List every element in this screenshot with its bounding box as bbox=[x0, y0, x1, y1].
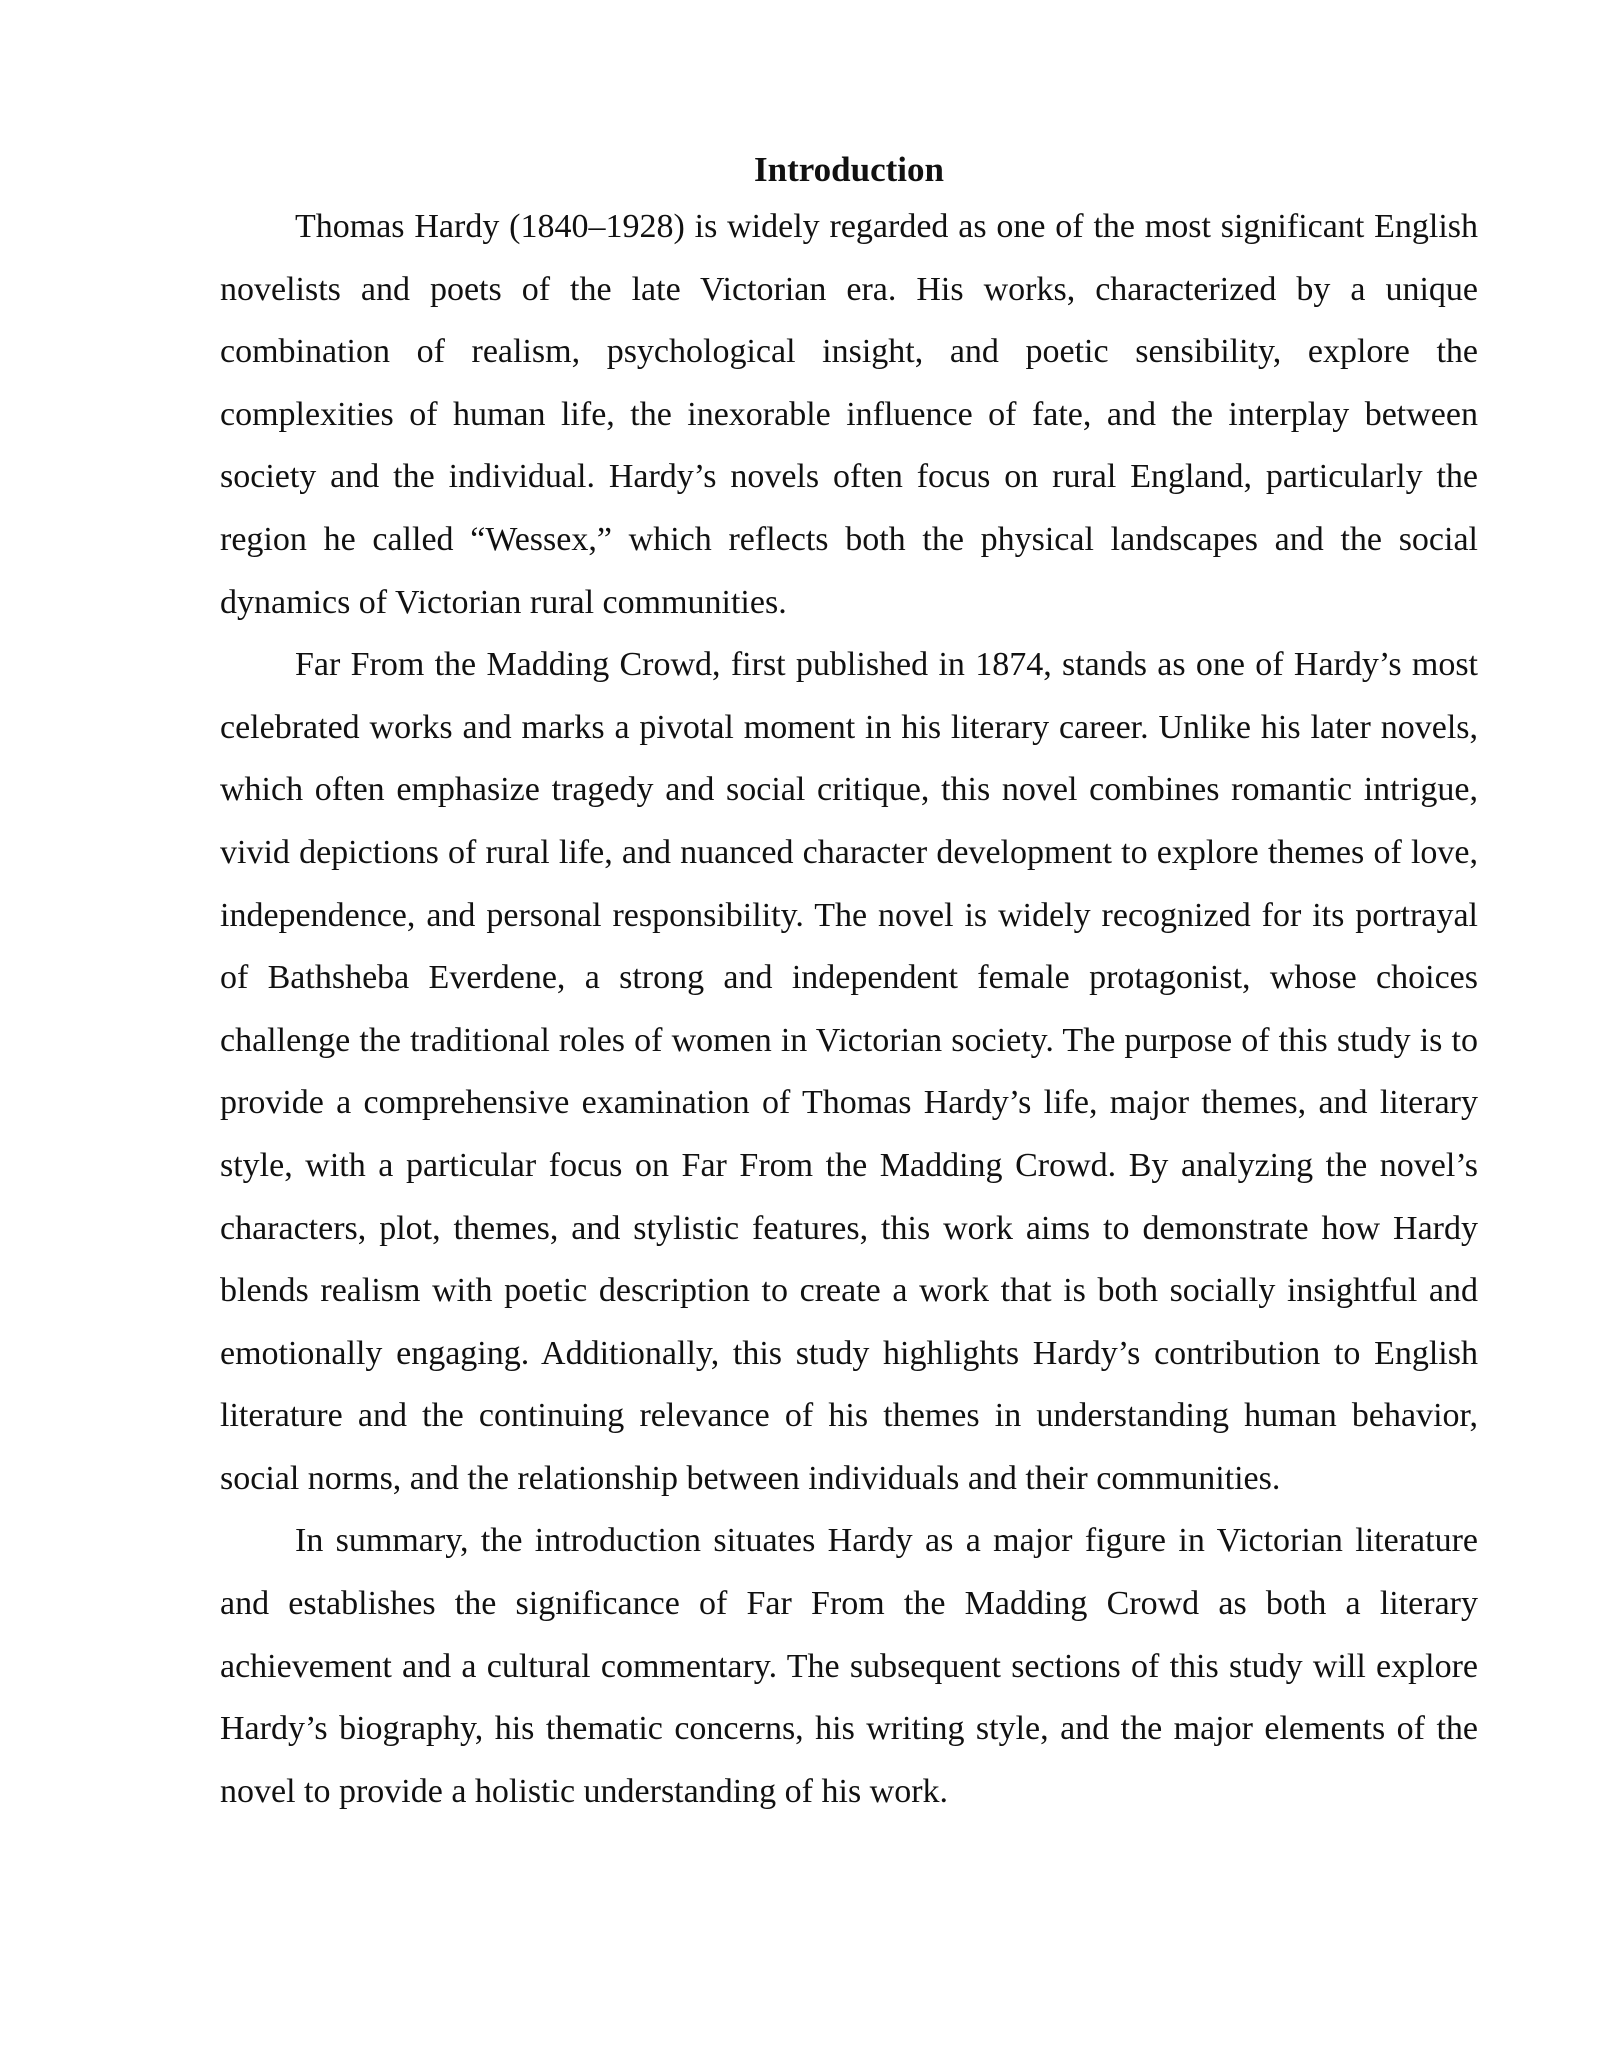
paragraph-summary: In summary, the introduction situates Hardy as a major figure in Victorian literature and establishes the significance of Far From the Madding Crowd as both a literary achievement and a cultural commentary. The subsequent sections of this study will explore Hardy’s biography, his thematic concerns, his writing style, and the major elements of the novel to provide a holistic understanding of his work. bbox=[220, 1522, 1478, 1810]
section-heading: Introduction bbox=[754, 150, 944, 189]
document-body bbox=[220, 144, 1478, 1823]
paragraph-hardy-overview: Thomas Hardy (1840–1928) is widely regarded as one of the most significant English novelists and poets of the late Victorian era. His works, characterized by a unique combination of realism, psychological insight, and poetic sensibility, explore the complexities of human life, the inexorable influence of fate, and the interplay between society and the individual. Hardy’s novels often focus on rural England, particularly the region he called “Wessex,” which reflects both the physical landscapes and the social dynamics of Victorian rural communities. bbox=[220, 208, 1478, 621]
paragraph-madding-crowd: Far From the Madding Crowd, first published in 1874, stands as one of Hardy’s most celebrated works and marks a pivotal moment in his literary career. Unlike his later novels, which often emphasize tragedy and social critique, this novel combines romantic intrigue, vivid depictions of rural life, and nuanced character development to explore themes of love, independence, and personal responsibility. The novel is widely recognized for its portrayal of Bathsheba Everdene, a strong and independent female protagonist, whose choices challenge the traditional roles of women in Victorian society. The purpose of this study is to provide a comprehensive examination of Thomas Hardy’s life, major themes, and literary style, with a particular focus on Far From the Madding Crowd. By analyzing the novel’s characters, plot, themes, and stylistic features, this work aims to demonstrate how Hardy blends realism with poetic description to create a work that is both socially insightful and emotionally engaging. Additionally, this study highlights Hardy’s contribution to English literature and the continuing relevance of his themes in understanding human behavior, social norms, and the relationship between individuals and their communities. bbox=[220, 646, 1478, 1497]
